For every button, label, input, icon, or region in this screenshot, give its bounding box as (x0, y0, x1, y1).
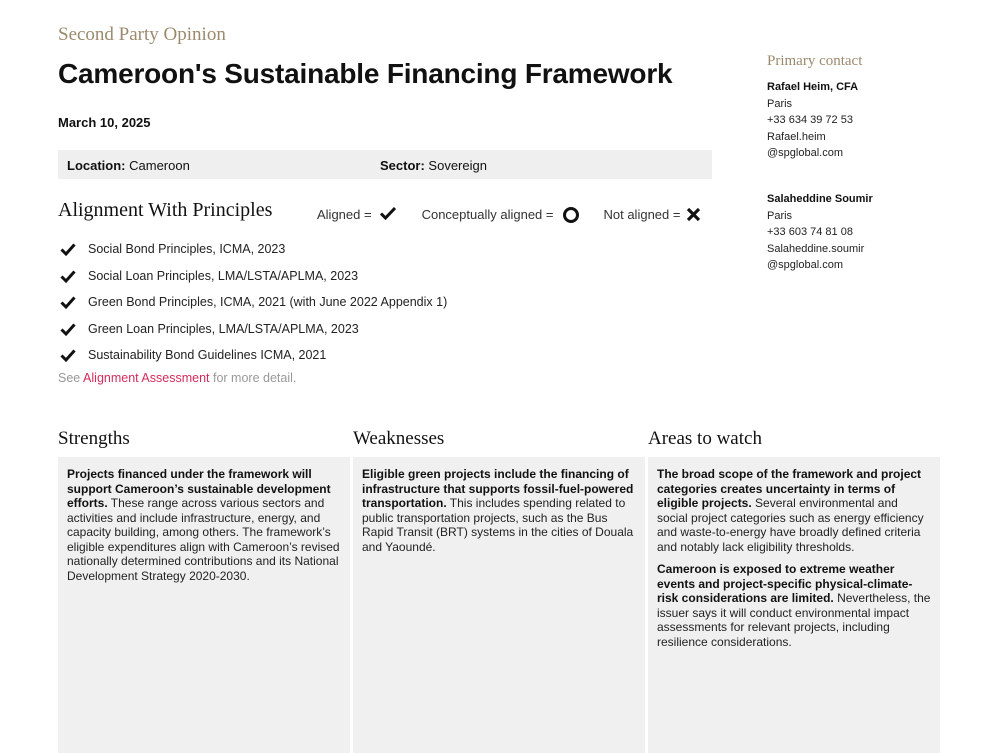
list-item (60, 289, 447, 316)
watch-bold-1: The broad scope of the framework and project categories creates uncertainty in terms of eligible projects. (657, 467, 922, 510)
contact-name: Salaheddine Soumir (767, 193, 873, 205)
strengths-heading: Strengths (58, 428, 130, 449)
strengths-panel (58, 457, 350, 753)
contact-name: Rafael Heim, CFA (767, 81, 859, 93)
alignment-assessment-link[interactable]: Alignment Assessment (83, 371, 210, 385)
see-prefix: See (58, 371, 81, 385)
principle-label: Sustainability Bond Guidelines ICMA, 2021 (88, 348, 327, 363)
principle-label: Social Bond Principles, ICMA, 2023 (88, 242, 286, 257)
contact-card (767, 191, 873, 274)
strengths-paragraph (67, 467, 341, 583)
check-icon (60, 294, 76, 310)
primary-contact-heading: Primary contact (767, 53, 863, 69)
contact-city: Paris (767, 97, 793, 110)
list-item (60, 236, 447, 263)
document-type: Second Party Opinion (58, 24, 226, 45)
contact-phone[interactable]: +33 603 74 81 08 (767, 226, 853, 238)
contact-email-line-2[interactable]: @spglobal.com (767, 147, 843, 159)
principle-label: Social Loan Principles, LMA/LSTA/APLMA, 2023 (88, 268, 359, 283)
check-icon (60, 241, 76, 257)
info-bar (58, 150, 712, 179)
weaknesses-panel (353, 457, 645, 753)
strengths-text: These range across various sectors and activities and include infrastructure, energy, and capacity building, among others. The framework’s eligible expenditures align with Cameroon’s revised nationally determined contributions and its National Development Strategy 2020-2030. (67, 496, 340, 583)
alignment-heading: Alignment With Principles (58, 199, 273, 221)
sector-label: Sector: (380, 158, 425, 173)
watch-heading: Areas to watch (648, 428, 762, 449)
check-icon (60, 321, 76, 337)
list-item (60, 342, 447, 369)
alignment-legend (317, 206, 701, 223)
page-title: Cameroon's Sustainable Financing Framework (58, 58, 673, 89)
see-more-note (58, 371, 296, 385)
weaknesses-heading: Weaknesses (353, 428, 445, 449)
watch-text-1: Several environmental and social project categories such as energy efficiency and waste-to-energy have broadly defined criteria and notably lack eligibility thresholds. (657, 496, 924, 554)
check-icon (60, 347, 76, 363)
watch-paragraph-1 (657, 467, 931, 554)
watch-bold-2: Cameroon is exposed to extreme weather events and project-specific physical-climate-risk considerations are limited. (657, 562, 913, 605)
principle-label: Green Bond Principles, ICMA, 2021 (with June 2022 Appendix 1) (88, 295, 448, 310)
sector-value: Sovereign (428, 158, 487, 173)
principles-list (60, 236, 447, 369)
location-label: Location: (67, 158, 126, 173)
weaknesses-bold: Eligible green projects include the financing of infrastructure that supports fossil-fuel-powered transportation. (362, 467, 634, 510)
check-icon (380, 206, 396, 223)
principle-label: Green Loan Principles, LMA/LSTA/APLMA, 2023 (88, 321, 359, 336)
contact-city: Paris (767, 209, 793, 222)
weaknesses-text: This includes spending related to public transportation projects, such as the Bus Rapid Transit (BRT) systems in the cities of Douala and Yaoundé. (362, 496, 634, 554)
watch-paragraph-2 (657, 562, 931, 649)
contact-card (767, 79, 858, 162)
legend-not-aligned-label: Not aligned = (603, 207, 681, 222)
ring-icon (563, 207, 579, 223)
see-suffix: for more detail. (212, 371, 297, 385)
legend-aligned-label: Aligned = (317, 207, 372, 222)
check-icon (60, 268, 76, 284)
watch-panel (648, 457, 940, 753)
legend-conceptual-label: Conceptually aligned = (421, 207, 554, 222)
publication-date: March 10, 2025 (58, 115, 151, 130)
cross-icon (686, 207, 701, 223)
sector-field (380, 158, 487, 173)
contact-email-line-1[interactable]: Salaheddine.soumir (767, 242, 865, 255)
contact-email-line-2[interactable]: @spglobal.com (767, 259, 843, 271)
list-item (60, 316, 447, 343)
contact-phone[interactable]: +33 634 39 72 53 (767, 114, 853, 126)
location-field (67, 158, 190, 173)
contact-email-line-1[interactable]: Rafael.heim (767, 130, 826, 143)
weaknesses-paragraph (362, 467, 636, 554)
list-item (60, 263, 447, 290)
strengths-bold: Projects financed under the framework will support Cameroon’s sustainable development efforts. (67, 467, 331, 510)
location-value: Cameroon (129, 158, 190, 173)
watch-text-2: Nevertheless, the issuer says it will conduct environmental impact assessments for relevant projects, including resilience considerations. (657, 591, 931, 649)
